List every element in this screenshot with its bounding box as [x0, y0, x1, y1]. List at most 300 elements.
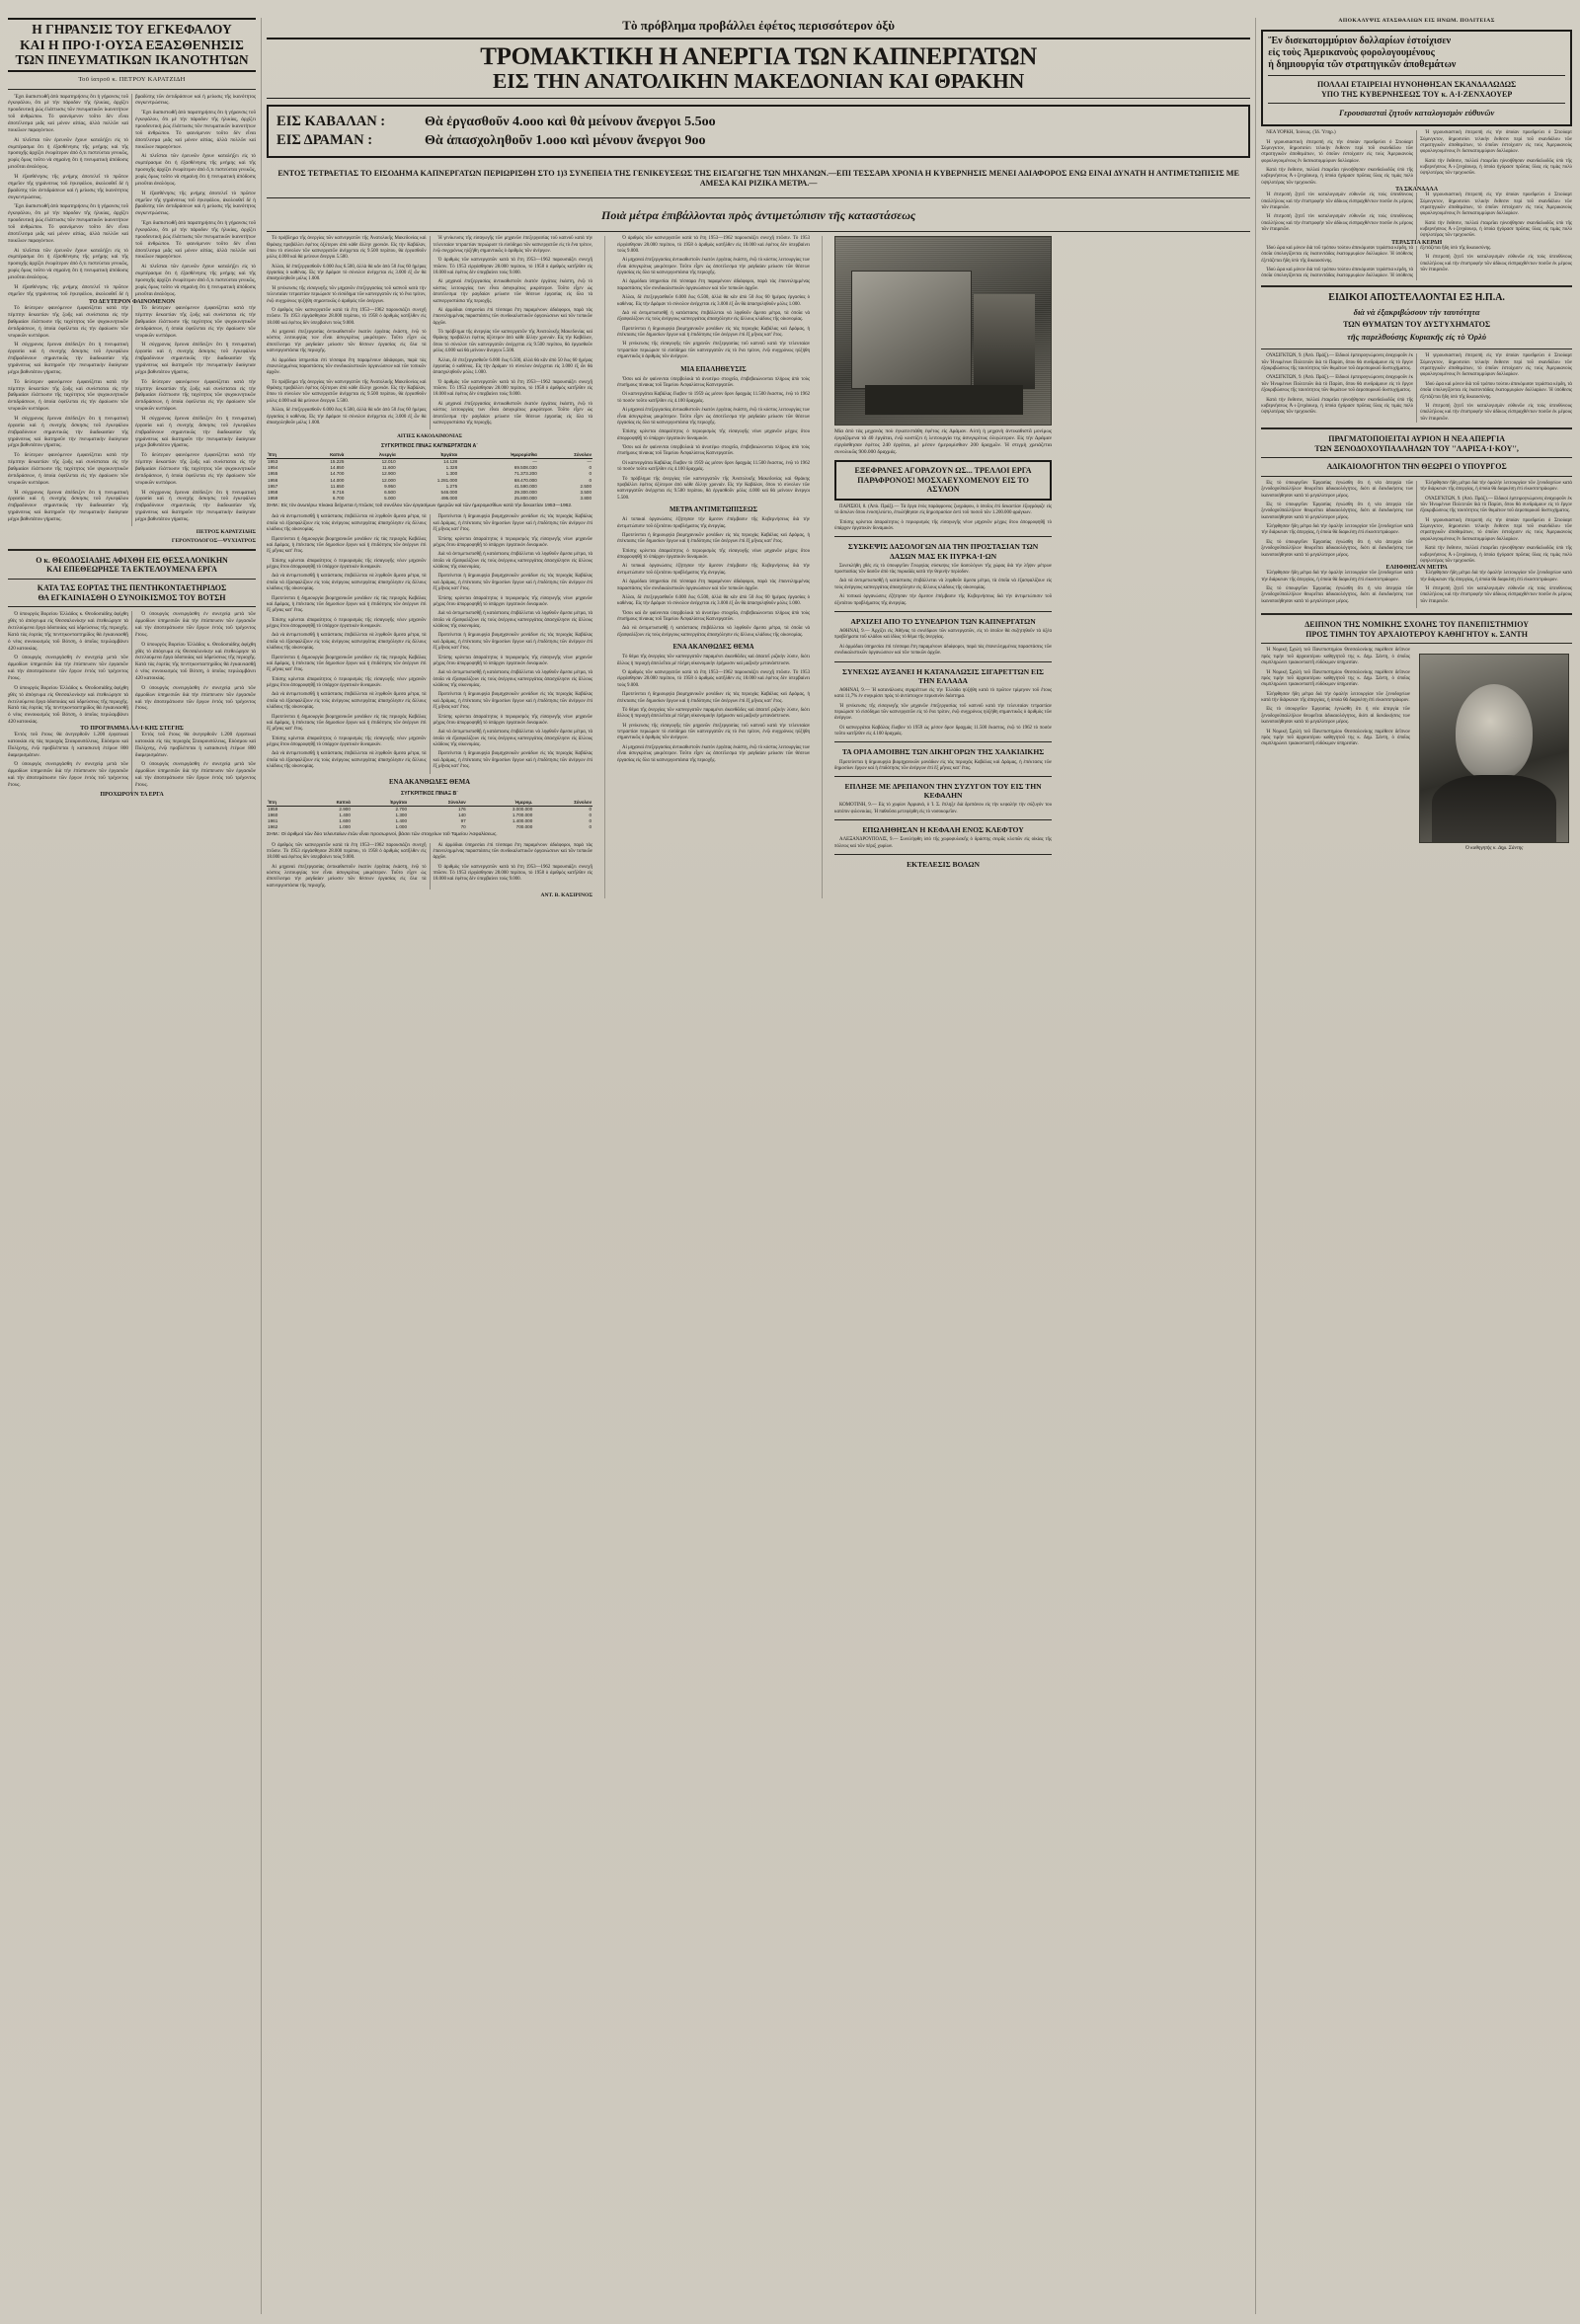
t1-r5c5: 3.500: [580, 489, 592, 495]
t1-r3c3: 1.281.000: [436, 477, 458, 483]
t2-h3: Σύνολον: [408, 800, 467, 806]
mid-head-4: ΕΝΑ ΑΚΑΝΘΩΔΕΣ ΘΕΜΑ: [672, 644, 754, 652]
t2-r3c2: 1.000: [395, 824, 408, 830]
center-mid-3: Αἱ ἁρμόδιαι ὑπηρεσίαι ἐπὶ τέσσαρα ἔτη παραμένουν ἀδιάφοροι, παρὰ τὰς ἐπανειλημμένας παραστάσεις τῶν συνδικαλιστικῶν ὀργανώσεων καὶ τῶν τοπικῶν ἀρχῶν.: [617, 279, 811, 291]
t2-r2c5: 0: [589, 817, 592, 823]
left-column: [8, 18, 256, 2314]
t1-r2c3: 1.300: [445, 471, 458, 477]
congress-box-body: ΑΘΗΝΑΙ, 9.— Ἀρχίζει εἰς Ἀθήνας τὸ συνέδριον τῶν καπνεργατῶν, εἰς τὸ ὁποῖον θὰ συζητηθοῦν τὰ ὀξέα προβλήματα τοῦ κλάδου καὶ ἰδίως τὸ θέμα τῆς ἀνεργίας.: [834, 629, 1053, 641]
center-c-13: Διὰ νὰ ἀντιμετωπισθῇ ἡ κατάστασις ἐπιβάλλεται νὰ ληφθοῦν ἄμεσα μέτρα, τὰ ὁποῖα νὰ ἐξασφαλίζουν εἰς τοὺς ἀνέργους καπνεργάτας ἀπασχόλησιν εἰς ἄλλους κλάδους τῆς οἰκονομίας.: [267, 751, 427, 770]
left-para-d5: Τὸ δεύτερον φαινόμενον ἐμφανίζεται κατὰ τὴν πέμπτην δεκαετίαν τῆς ζωῆς καὶ συνίσταται εἰς τὴν βαθμιαίαν ἐλάττωσιν τῆς ταχύτητος τῶν ψυχοκινητικῶν ἀντιδράσεων, ἡ ὁποία ὀφείλεται εἰς τὴν ἀραίωσιν τῶν νευρικῶν κυττάρων.: [135, 378, 257, 413]
t2-h4: Ἡμερομ.: [467, 800, 534, 806]
t1-r0c0: 1953: [268, 459, 278, 465]
t1-r6c2: 5.000: [384, 495, 396, 501]
center-c-11: Προτείνεται ἡ δημιουργία βιομηχανικῶν μονάδων εἰς τὰς περιοχὰς Καβάλας καὶ Δράμας, ἡ ἐπέκτασις τῶν δημοσίων ἔργων καὶ ἡ ἐπιδότησις τῶν ἀνέργων ἐπὶ ἓξ μῆνας κατ' ἔτος.: [267, 714, 427, 733]
t1-h2: Ἀνεργία: [345, 452, 396, 458]
right-p2b: Κατὰ τὴν ἔκθεσιν, πολλαὶ ἑταιρεῖαι ηὐνοήθησαν σκανδαλωδῶς ὑπὸ τῆς κυβερνήσεως Ἀ·ι·ζενχάουερ, ἡ ὁποία ἠγόρασε πρῶτας ὕλας εἰς τιμὰς πολὺ ὑψηλοτέρας τῶν τρεχουσῶν.: [1420, 158, 1572, 177]
column-divider-center-2: [822, 236, 823, 898]
left-para-c2: Ἡ ἐξασθένησις τῆς μνήμης ἀποτελεῖ τὸ πρῶτον σημεῖον τῆς γηράνσεως τοῦ ἐγκεφάλου, ἀκολουθεῖ δὲ ἡ βραδύτης τῶν ἀντιδράσεων καὶ ἡ μείωσις τῆς ἱκανότητος συγκεντρώσεως.: [8, 93, 257, 297]
right-head-3: ἡ δημιουργία τῶν στρατηγικῶν ἀποθεμάτων: [1268, 59, 1457, 70]
t1-r6c5: 3.800: [580, 495, 592, 501]
center-mid-text-4: [617, 655, 810, 764]
center-c-12: Ἐπίσης κρίνεται ἀπαραίτητος ὁ περιορισμὸς τῆς εἰσαγωγῆς νέων μηχανῶν μέχρις ὅτου ἀπορροφηθῇ τὸ ὑπάρχον ἐργατικὸν δυναμικόν.: [267, 736, 427, 748]
right-head-1: Ἕν δισεκατομμύριον δολλαρίων ἐστοίχισεν: [1268, 36, 1452, 46]
center-c-16: Διὰ νὰ ἀντιμετωπισθῇ ἡ κατάστασις ἐπιβάλλεται νὰ ληφθοῦν ἄμεσα μέτρα, τὰ ὁποῖα νὰ ἐξασφαλίζουν εἰς τοὺς ἀνέργους καπνεργάτας ἀπασχόλησιν εἰς ἄλλους κλάδους τῆς οἰκονομίας.: [433, 552, 593, 571]
center-c-8: Προτείνεται ἡ δημιουργία βιομηχανικῶν μονάδων εἰς τὰς περιοχὰς Καβάλας καὶ Δράμας, ἡ ἐπέκτασις τῶν δημοσίων ἔργων καὶ ἡ ἐπιδότησις τῶν ἀνέργων ἐπὶ ἓξ μῆνας κατ' ἔτος.: [267, 655, 427, 673]
t1-r4c2: 9.950: [384, 483, 396, 489]
t1-r1c4: 69.508.030: [514, 465, 537, 471]
left-signature: ΠΕΤΡΟΣ ΚΑΡΑΤΖΙΔΗΣ: [196, 528, 257, 535]
left-box3-para-4: Ὁ ὑπουργὸς συνειργάσθη ἐν συνεχείᾳ μετὰ τῶν ἁρμοδίων ὑπηρεσιῶν διὰ τὴν ἐπίσπευσιν τῶν ἐργασιῶν καὶ τὴν ἀποπεράτωσιν τῶν ἔργων ἐντὸς τοῦ τρέχοντος ἔτους.: [135, 761, 257, 789]
table-row: [267, 459, 592, 466]
t1-r1c1: 14.850: [330, 465, 345, 471]
center-mid-17: Ἐπίσης κρίνεται ἀπαραίτητος ὁ περιορισμὸς τῆς εἰσαγωγῆς νέων μηχανῶν μέχρις ὅτου ἀπορροφηθῇ τὸ ὑπάρχον ἐργατικὸν δυναμικόν.: [617, 548, 811, 561]
center-mid-8: Ὅσοι καὶ ἂν φαίνονται ὑπερβολικὰ τὰ ἀνωτέρω στοιχεῖα, ἐπιβεβαιώνονται πλήρως ἀπὸ τοὺς ἐπισήμους πίνακας τοῦ Ταμείου Ἀσφαλίσεως Καπνεργατῶν.: [617, 376, 811, 389]
table-2-title: ΣΥΓΚΡΙΤΙΚΟΣ ΠΙΝΑΞ Β΄: [401, 790, 459, 797]
right-body-1: [1261, 130, 1572, 187]
right-top-rail: ΑΠΟΚΑΛΥΨΙΣ ΑΤΑΣΘΑΛΙΩΝ ΕΙΣ ΗΝΩΜ. ΠΟΛΙΤΕΙΑΣ: [1338, 18, 1495, 24]
causes-head: ΑΙΤΙΕΣ ΚΑΚΟΔΑΙΜΟΝΙΑΣ: [397, 433, 462, 440]
right-p8c: Ἡ Νομικὴ Σχολὴ τοῦ Πανεπιστημίου Θεσσαλονίκης παρέθεσε δεῖπνον πρὸς τιμὴν τοῦ ἀρχαιοτέρου καθηγητοῦ της κ. Δημ. Σάντη, ὁ ὁποῖος συμπληρώνει τριακονταετῆ εὐδόκιμον ὑπηρεσίαν.: [1261, 729, 1410, 747]
center-a-8: Ἀλλαι, δὲ ἐπεξεργασθοῦν 6.000 ἕως 6.500, ἀλλὰ θὰ κἄν ἀπὸ 50 ἕως 60 ἡμέρας ἐργασίας ὁ καθένας. Εἰς τὴν Δράμαν τὸ σύνολον ἀνέρχεται εἰς 3.000 ἐξ ὧν θὰ ἀπασχοληθοῦν μόλις 1.000.: [433, 357, 593, 376]
page-columns: [8, 18, 1572, 2314]
center-c-6: Ἐπίσης κρίνεται ἀπαραίτητος ὁ περιορισμὸς τῆς εἰσαγωγῆς νέων μηχανῶν μέχρις ὅτου ἀπορροφηθῇ τὸ ὑπάρχον ἐργατικὸν δυναμικόν.: [267, 617, 427, 630]
center-mid-23: Τὸ θέμα τῆς ἀνεργίας τῶν καπνεργατῶν παραμένει ἀκανθῶδες καὶ ἀπαιτεῖ ριζικὴν λύσιν, διότι ἄλλως ἡ περιοχὴ ἀπειλεῖται μὲ πλήρη οἰκονομικὴν ἐρήμωσιν καὶ μαζικὴν μετανάστευσιν.: [617, 655, 811, 666]
right-p5c: ΟΥΑΣΙΓΚΤΩΝ, 9. (Ἀπὸ. Πράξ).— Εἰδικοὶ ἐμπειρογνώμονες ἀναχωροῦν ἐκ τῶν Ἡνωμένων Πολιτειῶν διὰ τὸ Παρίσι, ὅπου θὰ συνδράμουν εἰς τὸ ἔργον ἐξακριβώσεως τῆς ταυτότητος τῶν θυμάτων τοῦ ἀεροπορικοῦ δυστυχήματος.: [1420, 496, 1572, 514]
left-box2-para-6: Ὁ ὑπουργὸς συνειργάσθη ἐν συνεχείᾳ μετὰ τῶν ἁρμοδίων ὑπηρεσιῶν διὰ τὴν ἐπίσπευσιν τῶν ἐργασιῶν καὶ τὴν ἀποπεράτωσιν τῶν ἔργων ἐντὸς τοῦ τρέχοντος ἔτους.: [135, 684, 257, 712]
t1-r4c3: 1.275: [445, 483, 458, 489]
right-p4: Ἰδοὺ ὥρα καὶ μόνον διὰ τοῦ τρόπου τούτου ἀπεκόμισαν τεράστια κέρδη, τὰ ὁποῖα ὑπολογίζονται εἰς ἑκατοντάδας ἑκατομμυρίων δολλαρίων. Ἡ ὑπόθεσις ἐξετάζεται ἤδη ὑπὸ τῆς δικαιοσύνης.: [1261, 245, 1414, 264]
right-p7e: Ἐλήφθησαν ἤδη μέτρα διὰ τὴν ὁμαλὴν λειτουργίαν τῶν ξενοδοχείων κατὰ τὴν διάρκειαν τῆς ἀπεργίας, ἡ ὁποία θὰ διαρκέσῃ ἐπὶ εἰκοσιτετράωρον.: [1261, 691, 1410, 703]
center-subhead: Ποιὰ μέτρα ἐπιβάλλονται πρὸς ἀντιμετώπισιν τῆς καταστάσεως: [601, 208, 916, 223]
t1-r5c0: 1958: [268, 489, 278, 495]
left-box2-para-1: Ὁ ὑπουργὸς Βορείου Ἑλλάδος κ. Θεοδοσιάδης ἀφίχθη χθὲς τὸ ἀπόγευμα εἰς Θεσσαλονίκην καὶ ἐπεθεώρησε τὰ ἐκτελούμενα ἔργα ὁδοποιίας καὶ ὑδρεύσεως τῆς περιοχῆς. Κατὰ τὰς ἑορτὰς τῆς πεντηκονταετηρίδος θὰ ἐγκαινιασθῇ ὁ νέος συνοικισμὸς τοῦ Βότση, ὁ ὁποῖος περιλαμβάνει 420 κατοικίας.: [8, 611, 129, 652]
center-lead-paragraph: ΕΝΤΟΣ ΤΕΤΡΑΕΤΙΑΣ ΤΟ ΕΙΣΟΔΗΜΑ ΚΑΠΝΕΡΓΑΤΩΝ ΠΕΡΙΩΡΙΣΘΗ ΣΤΟ 1)3 ΣΥΝΕΠΕΙΑ ΤΗΣ ΓΕΝΙΚΕΥΣΕΩΣ ΤΗΣ ΕΙΣΑΓΩΓΗΣ ΤΩΝ ΜΗΧΑΝΩΝ.—ΕΠΙ ΤΕΣΣΑΡΑ ΧΡΟΝΙΑ Η ΚΥΒΕΡΝΗΣΙΣ ΜΕΝΕΙ ΑΔΙΑΦΟΡΟΣ ΕΝΩ ΕΙΝΑΙ ΔΥΝΑΤΗ Η ΑΝΤΙΜΕΤΩΠΙΣΙΣ ΜΕ ΑΜΕΣΑ ΚΑΙ ΡΙΖΙΚΑ ΜΕΤΡΑ.—: [277, 168, 1239, 188]
t1-r3c2: 12.000: [381, 477, 396, 483]
t1-r4c5: 2.500: [580, 483, 592, 489]
left-box2-para-4: Ὁ ὑπουργὸς συνειργάσθη ἐν συνεχείᾳ μετὰ τῶν ἁρμοδίων ὑπηρεσιῶν διὰ τὴν ἐπίσπευσιν τῶν ἐργασιῶν καὶ τὴν ἀποπεράτωσιν τῶν ἔργων ἐντὸς τοῦ τρέχοντος ἔτους.: [135, 611, 257, 638]
t1-r1c3: 1.328: [445, 465, 458, 471]
center-mid-24: Ὁ ἀριθμὸς τῶν καπνεργατῶν κατὰ τὰ ἔτη 1953—1962 παρουσιάζει συνεχῆ πτῶσιν. Τὸ 1953 εἰργάσθησαν 28.000 περίπου, τὸ 1958 ὁ ἀριθμὸς κατῆλθεν εἰς 18.000 καὶ ἐφέτος δὲν ὑπερβαίνει τοὺς 9.000.: [617, 670, 811, 688]
lawyers-box-body: Προτείνεται ἡ δημιουργία βιομηχανικῶν μονάδων εἰς τὰς περιοχὰς Καβάλας καὶ Δράμας, ἡ ἐπέκτασις τῶν δημοσίων ἔργων καὶ ἡ ἐπιδότησις τῶν ἀνέργων ἐπὶ ἓξ μῆνας κατ' ἔτος.: [834, 759, 1053, 771]
center-mid-20: Ἀλλαι, δὲ ἐπεξεργασθοῦν 6.000 ἕως 6.500, ἀλλὰ θὰ κἄν ἀπὸ 50 ἕως 60 ἡμέρας ἐργασίας ὁ καθένας. Εἰς τὴν Δράμαν τὸ σύνολον ἀνέρχεται εἰς 3.000 ἐξ ὧν θὰ ἀπασχοληθοῦν μόλις 1.000.: [617, 594, 811, 607]
left-para-a2: Ἔχει διαπιστωθῆ ἀπὸ παρατηρήσεις ὅτι ἡ γήρανσις τοῦ ἐγκεφάλου, ὅτι μὲ τὴν πάροδον τῆς ἡλικίας, ἀρχίζει προοδευτικὴ ῥώς ἐλάττωσις τῶν πνευματικῶν ἱκανοτήτων τοῦ ἀνθρώπου. Τὸ φαινόμενον τοῦτο δὲν εἶναι ἀποτέλεσμα μιᾶς καὶ μόνον αἰτίας, ἀλλὰ πολλῶν καὶ ποικίλων παραγόντων.: [8, 203, 129, 244]
t1-r1c0: 1954: [268, 465, 278, 471]
right-head-5: ΥΠΟ ΤΗΣ ΚΥΒΕΡΝΗΣΕΩΣ ΤΟΥ κ. Α·Ι·ΖΕΝΧΑΟΥΕΡ: [1320, 89, 1513, 99]
left-para-d4: Τὸ δεύτερον φαινόμενον ἐμφανίζεται κατὰ τὴν πέμπτην δεκαετίαν τῆς ζωῆς καὶ συνίσταται εἰς τὴν βαθμιαίαν ἐλάττωσιν τῆς ταχύτητος τῶν ψυχοκινητικῶν ἀντιδράσεων, ἡ ὁποία ὀφείλεται εἰς τὴν ἀραίωσιν τῶν νευρικῶν κυττάρων.: [135, 305, 257, 339]
center-mid-13: Οἱ καπνεργάται Καβάλας ἔλαβον τὸ 1959 ὡς μέσον ὅρον δραχμὰς 11.500 ἕκαστος, ἐνῷ τὸ 1962 τὸ ποσὸν τοῦτο κατῆλθεν εἰς 4.100 δραχμάς.: [617, 460, 811, 473]
left-para-d3: Τὸ δεύτερον φαινόμενον ἐμφανίζεται κατὰ τὴν πέμπτην δεκαετίαν τῆς ζωῆς καὶ συνίσταται εἰς τὴν βαθμιαίαν ἐλάττωσιν τῆς ταχύτητος τῶν ψυχοκινητικῶν ἀντιδράσεων, ἡ ὁποία ὀφείλεται εἰς τὴν ἀραίωσιν τῶν νευρικῶν κυττάρων.: [8, 452, 129, 486]
center-col-after-table: [267, 514, 592, 773]
right-p3d: Ἡ ἐπιτροπὴ ζητεῖ τὸν καταλογισμὸν εὐθυνῶν εἰς τοὺς ὑπευθύνους ὑπαλλήλους καὶ τὴν ἐπιστροφὴν τῶν ἀδίκως εἰσπραχθέντων ποσῶν ἐκ μέρους τῶν ἑταιρειῶν.: [1420, 403, 1572, 422]
left-article-header: [8, 18, 256, 72]
asylum-box-body-2: Ἐπίσης κρίνεται ἀπαραίτητος ὁ περιορισμὸς τῆς εἰσαγωγῆς νέων μηχανῶν μέχρις ὅτου ἀπορροφηθῇ τὸ ὑπάρχον ἐργατικὸν δυναμικόν.: [834, 519, 1053, 532]
center-a-4: Τὸ πρόβλημα τῆς ἀνεργίας τῶν καπνεργατῶν τῆς Ἀνατολικῆς Μακεδονίας καὶ Θράκης προβάλλει ἐφέτος ὀξύτερον ἀπὸ κάθε ἄλλην χρονιάν. Εἰς τὴν Καβάλαν, ὅπου τὸ σύνολον τῶν καπνεργατῶν ἀνέρχεται εἰς 9.500 περίπου, θὰ ἐργασθοῦν μόλις 4.000 καὶ θὰ μείνουν ἄνεργοι 5.500.: [267, 379, 427, 404]
t2-h1: Καπνὰ: [303, 800, 352, 806]
asylum-box-body: ΠΑΡΙΣΙΟΙ, 8. (Ἀπὸ. Πράξ).— Τὰ ἔργα ἑνὸς παράφρονος ζωγράφου, ὁ ὁποῖος ἐπὶ δεκαετίαν ἐζωγράφιζε εἰς τὸ ἄσυλον ὅπου ἐνοσηλεύετο, ἐπωλήθησαν εἰς δημοπρασίαν ἀντὶ τοῦ ποσοῦ τῶν 1.200.000 φράγκων.: [834, 504, 1053, 516]
lawyers-box-body-wrap: [834, 760, 1052, 773]
right-p4c: Ἰδοὺ ὥρα καὶ μόνον διὰ τοῦ τρόπου τούτου ἀπεκόμισαν τεράστια κέρδη, τὰ ὁποῖα ὑπολογίζονται εἰς ἑκατοντάδας ἑκατομμυρίων δολλαρίων. Ἡ ὑπόθεσις ἐξετάζεται ἤδη ὑπὸ τῆς δικαιοσύνης.: [1420, 381, 1572, 400]
center-mid-21: Ὅσοι καὶ ἂν φαίνονται ὑπερβολικὰ τὰ ἀνωτέρω στοιχεῖα, ἐπιβεβαιώνονται πλήρως ἀπὸ τοὺς ἐπισήμους πίνακας τοῦ Ταμείου Ἀσφαλίσεως Καπνεργατῶν.: [617, 610, 811, 623]
center-a-2: Ἀλλαι, δὲ ἐπεξεργασθοῦν 6.000 ἕως 6.500, ἀλλὰ θὰ κἄν ἀπὸ 50 ἕως 60 ἡμέρας ἐργασίας ὁ καθένας. Εἰς τὴν Δράμαν τὸ σύνολον ἀνέρχεται εἰς 3.000 ἐξ ὧν θὰ ἀπασχοληθοῦν μόλις 1.000.: [267, 264, 427, 282]
right-p6b: Εἰς τὸ ὑπουργεῖον Ἐργασίας ἐγνώσθη ὅτι ἡ νέα ἀπεργία τῶν ξενοδοχοϋπαλλήλων θεωρεῖται ἀδικαιολόγητος, διότι αἱ διεκδικήσεις των ἱκανοποιήθησαν κατὰ τὸ μεγαλύτερον μέρος.: [1261, 502, 1414, 520]
left-box2-head-3: ΚΑΤΑ ΤΑΣ ΕΟΡΤΑΣ ΤΗΣ ΠΕΝΤΗΚΟΝΤΑΕΤΗΡΙΔΟΣ: [37, 583, 227, 593]
center-a-6: Ἡ γενίκευσις τῆς εἰσαγωγῆς τῶν μηχανῶν ἐπεξεργασίας τοῦ καπνοῦ κατὰ τὴν τελευταίαν τετραετίαν περιώρισε τὸ εἰσόδημα τῶν καπνεργατῶν εἰς τὸ ἕνα τρίτον, ἐνῷ συγχρόνως ηὐξήθη σημαντικῶς ὁ ἀριθμὸς τῶν ἀνέργων.: [433, 236, 593, 254]
left-signature-sub: ΓΕΡΟΝΤΟΛΟΓΟΣ—ΨΥΧΙΑΤΡΟΣ: [171, 537, 257, 544]
center-mid-9: Οἱ καπνεργάται Καβάλας ἔλαβον τὸ 1959 ὡς μέσον ὅρον δραχμὰς 11.500 ἕκαστος, ἐνῷ τὸ 1962 τὸ ποσὸν τοῦτο κατῆλθεν εἰς 4.100 δραχμάς.: [617, 392, 811, 404]
t2-r1c2: 1.300: [395, 812, 408, 817]
congress-box-body-wrap: [834, 629, 1052, 658]
right-p7b: Ἐλήφθησαν ἤδη μέτρα διὰ τὴν ὁμαλὴν λειτουργίαν τῶν ξενοδοχείων κατὰ τὴν διάρκειαν τῆς ἀπεργίας, ἡ ὁποία θὰ διαρκέσῃ ἐπὶ εἰκοσιτετράωρον.: [1420, 480, 1572, 493]
center-figures-box: [267, 105, 1250, 158]
left-box2-body: [8, 611, 256, 726]
center-mid-12: Ὅσοι καὶ ἂν φαίνονται ὑπερβολικὰ τὰ ἀνωτέρω στοιχεῖα, ἐπιβεβαιώνονται πλήρως ἀπὸ τοὺς ἐπισήμους πίνακας τοῦ Ταμείου Ἀσφαλίσεως Καπνεργατῶν.: [617, 445, 811, 457]
congress-box-head: ΑΡΧΙΖΕΙ ΑΠΟ ΤΟ ΣΥΝΕΔΡΙΟΝ ΤΩΝ ΚΑΠΝΕΡΓΑΤΩΝ: [850, 616, 1036, 626]
center-mid-text-2: [617, 377, 810, 502]
right-p6d: Εἰς τὸ ὑπουργεῖον Ἐργασίας ἐγνώσθη ὅτι ἡ νέα ἀπεργία τῶν ξενοδοχοϋπαλλήλων θεωρεῖται ἀδικαιολόγητος, διότι αἱ διεκδικήσεις των ἱκανοποιήθησαν κατὰ τὸ μεγαλύτερον μέρος.: [1261, 586, 1414, 604]
center-mid-2: Αἱ μηχαναὶ ἐπεξεργασίας ἀντικαθιστοῦν ἑκατὸν ἐργάτας ἑκάστη, ἐνῷ τὸ κόστος λειτουργίας των εἶναι ἀσυγκρίτως μικρότερον. Τοῦτο εἶχεν ὡς ἀποτέλεσμα τὴν ραγδαίαν μείωσιν τῶν θέσεων ἐργασίας εἰς ὅλα τὰ καπνεργοστάσια τῆς περιοχῆς.: [617, 258, 811, 276]
right-body-3: [1261, 246, 1572, 280]
t2-r0c0: 1959: [268, 806, 278, 812]
city-value-drama: Θὰ ἀπασχοληθοῦν 1.οοο καὶ μένουν ἄνεργοι 9οο: [425, 132, 706, 148]
left-body-mid: [8, 305, 256, 526]
center-title-line-2: ΕΙΣ ΤΗΝ ΑΝΑΤΟΛΙΚΗΝ ΜΑΚΕΔΟΝΙΑΝ ΚΑΙ ΘΡΑΚΗΝ: [492, 69, 1025, 93]
center-mid-16: Προτείνεται ἡ δημιουργία βιομηχανικῶν μονάδων εἰς τὰς περιοχὰς Καβάλας καὶ Δράμας, ἡ ἐπέκτασις τῶν δημοσίων ἔργων καὶ ἡ ἐπιδότησις τῶν ἀνέργων ἐπὶ ἓξ μῆνας κατ' ἔτος.: [617, 532, 811, 545]
forest-box-head: ΣΥΣΚΕΨΙΣ ΔΑΣΟΛΟΓΩΝ ΔΙΑ ΤΗΝ ΠΡΟΣΤΑΣΙΑΝ ΤΩΝ ΔΑΣΩΝ ΜΑΣ ΕΚ ΠΥΡΚΑ·Ι·ΩΝ: [847, 542, 1039, 561]
table-1: [267, 443, 592, 509]
t1-r6c0: 1959: [268, 495, 278, 501]
right-p3c: Ἡ ἐπιτροπὴ ζητεῖ τὸν καταλογισμὸν εὐθυνῶν εἰς τοὺς ὑπευθύνους ὑπαλλήλους καὶ τὴν ἐπιστροφὴν τῶν ἀδίκως εἰσπραχθέντων ποσῶν ἐκ μέρους τῶν ἑταιρειῶν.: [1420, 255, 1572, 272]
center-mid-text-3: [617, 517, 810, 639]
center-b-1: Ὁ ἀριθμὸς τῶν καπνεργατῶν κατὰ τὰ ἔτη 1953—1962 παρουσιάζει συνεχῆ πτῶσιν. Τὸ 1953 εἰργάσθησαν 28.000 περίπου, τὸ 1958 ὁ ἀριθμὸς κατῆλθεν εἰς 18.000 καὶ ἐφέτος δὲν ὑπερβαίνει τοὺς 9.000.: [267, 307, 427, 326]
left-para-a4: Ἔχει διαπιστωθῆ ἀπὸ παρατηρήσεις ὅτι ἡ γήρανσις τοῦ ἐγκεφάλου, ὅτι μὲ τὴν πάροδον τῆς ἡλικίας, ἀρχίζει προοδευτικὴ ῥώς ἐλάττωσις τῶν πνευματικῶν ἱκανοτήτων τοῦ ἀνθρώπου. Τὸ φαινόμενον τοῦτο δὲν εἶναι ἀποτέλεσμα μιᾶς καὶ μόνον αἰτίας, ἀλλὰ πολλῶν καὶ ποικίλων παραγόντων.: [135, 220, 257, 261]
left-para-e5: Ἡ σύγχρονος ἔρευνα ἀπέδειξεν ὅτι ἡ πνευματικὴ ἐργασία καὶ ἡ συνεχὴς ἄσκησις τοῦ ἐγκεφάλου ἐπιβραδύνουν σημαντικῶς τὴν διαδικασίαν τῆς γηράνσεως καὶ διατηροῦν τὴν πνευματικὴν διαύγειαν μέχρι βαθυτάτου γήρατος.: [135, 416, 257, 449]
t2-r0c2: 2.700: [395, 806, 408, 812]
t1-r0c3: 14.128: [443, 459, 458, 465]
center-c-4: Διὰ νὰ ἀντιμετωπισθῇ ἡ κατάστασις ἐπιβάλλεται νὰ ληφθοῦν ἄμεσα μέτρα, τὰ ὁποῖα νὰ ἐξασφαλίζουν εἰς τοὺς ἀνέργους καπνεργάτας ἀπασχόλησιν εἰς ἄλλους κλάδους τῆς οἰκονομίας.: [267, 574, 427, 592]
city-value-kavala: Θὰ ἐργασθοῦν 4.οοο καὶ θὰ μείνουν ἄνεργοι 5.5οο: [425, 114, 716, 129]
right-sub-1: ΤΑ ΣΚΑΝΔΑΛΑ: [1395, 187, 1439, 194]
t2-r0c5: 0: [589, 806, 592, 812]
t1-r5c4: 29.300.000: [514, 489, 537, 495]
center-kicker: Τὸ πρόβλημα προβάλλει ἐφέτος περισσότερον ὀξὺ: [622, 18, 895, 33]
city-label-kavala: ΕΙΣ ΚΑΒΑΛΑΝ :: [276, 113, 386, 129]
center-a-3: Ἡ γενίκευσις τῆς εἰσαγωγῆς τῶν μηχανῶν ἐπεξεργασίας τοῦ καπνοῦ κατὰ τὴν τελευταίαν τετραετίαν περιώρισε τὸ εἰσόδημα τῶν καπνεργατῶν εἰς τὸ ἕνα τρίτον, ἐνῷ συγχρόνως ηὐξήθη σημαντικῶς ὁ ἀριθμὸς τῶν ἀνέργων.: [267, 285, 427, 304]
left-para-c3: Ἡ ἐξασθένησις τῆς μνήμης ἀποτελεῖ τὸ πρῶτον σημεῖον τῆς γηράνσεως τοῦ ἐγκεφάλου, ἀκολουθεῖ δὲ ἡ βραδύτης τῶν ἀντιδράσεων καὶ ἡ μείωσις τῆς ἱκανότητος συγκεντρώσεως.: [135, 190, 257, 217]
right-dateline: ΝΕΑ ΥΟΡΚΗ, Ἰούνιος. (Ἰδ. Ὑπηρ.): [1266, 130, 1336, 136]
right-body-5: [1261, 481, 1572, 566]
center-c-14: Προτείνεται ἡ δημιουργία βιομηχανικῶν μονάδων εἰς τὰς περιοχὰς Καβάλας καὶ Δράμας, ἡ ἐπέκτασις τῶν δημοσίων ἔργων καὶ ἡ ἐπιδότησις τῶν ἀνέργων ἐπὶ ἓξ μῆνας κατ' ἔτος.: [433, 514, 593, 533]
right-p4b: Ἰδοὺ ὥρα καὶ μόνον διὰ τοῦ τρόπου τούτου ἀπεκόμισαν τεράστια κέρδη, τὰ ὁποῖα ὑπολογίζονται εἰς ἑκατοντάδας ἑκατομμυρίων δολλαρίων. Ἡ ὑπόθεσις ἐξετάζεται ἤδη ὑπὸ τῆς δικαιοσύνης.: [1261, 245, 1492, 279]
center-mid-5: Διὰ νὰ ἀντιμετωπισθῇ ἡ κατάστασις ἐπιβάλλεται νὰ ληφθοῦν ἄμεσα μέτρα, τὰ ὁποῖα νὰ ἐξασφαλίζουν εἰς τοὺς ἀνέργους καπνεργάτας ἀπασχόλησιν εἰς ἄλλους κλάδους τῆς οἰκονομίας.: [617, 310, 811, 323]
t2-r1c0: 1960: [268, 812, 278, 817]
left-subhead-1: ΤΟ ΔΕΥΤΕΡΟΝ ΦΑΙΝΟΜΕΝΟΝ: [88, 299, 176, 306]
right-head-11: ΠΡΑΓΜΑΤΟΠΟΙΕΙΤΑΙ ΑΥΡΙΟΝ Η ΝΕΑ ΑΠΕΡΓΙΑ: [1328, 434, 1505, 444]
center-c-3: Ἐπίσης κρίνεται ἀπαραίτητος ὁ περιορισμὸς τῆς εἰσαγωγῆς νέων μηχανῶν μέχρις ὅτου ἀπορροφηθῇ τὸ ὑπάρχον ἐργατικὸν δυναμικόν.: [267, 558, 427, 571]
t1-r2c2: 12.900: [381, 471, 396, 477]
t1-r1c5: 0: [589, 465, 592, 471]
right-body-7: [1261, 648, 1410, 747]
left-para-e6: Ἡ σύγχρονος ἔρευνα ἀπέδειξεν ὅτι ἡ πνευματικὴ ἐργασία καὶ ἡ συνεχὴς ἄσκησις τοῦ ἐγκεφάλου ἐπιβραδύνουν σημαντικῶς τὴν διαδικασίαν τῆς γηράνσεως καὶ διατηροῦν τὴν πνευματικὴν διαύγειαν μέχρι βαθυτάτου γήρατος.: [135, 489, 257, 523]
right-head-14: ΕΛΗΦΘΗΣΑΝ ΜΕΤΡΑ: [1385, 565, 1448, 572]
column-divider-1: [261, 18, 262, 2314]
cigarette-box-body-3: Οἱ καπνεργάται Καβάλας ἔλαβον τὸ 1959 ὡς μέσον ὅρον δραχμὰς 11.500 ἕκαστος, ἐνῷ τὸ 1962 τὸ ποσὸν τοῦτο κατῆλθεν εἰς 4.100 δραχμάς.: [834, 725, 1053, 737]
machine-photo: [834, 236, 1052, 426]
sickle-box-body: ΚΟΜΟΤΙΝΗ, 9.— Εἰς τὸ χωρίον Ἀρριανά, ὁ Ἰ. Σ. ἔπληξε διὰ δρεπάνου εἰς τὴν κεφαλὴν τὴν σύζυγόν του κατόπιν φιλονικίας. Ἡ παθοῦσα μετεφέρθη εἰς τὸ νοσοκομεῖον.: [834, 803, 1053, 814]
right-head-6: Γερουσιασταὶ ζητοῦν καταλογισμὸν εὐθυνῶν: [1338, 108, 1495, 118]
right-p6c: Εἰς τὸ ὑπουργεῖον Ἐργασίας ἐγνώσθη ὅτι ἡ νέα ἀπεργία τῶν ξενοδοχοϋπαλλήλων θεωρεῖται ἀδικαιολόγητος, διότι αἱ διεκδικήσεις των ἱκανοποιήθησαν κατὰ τὸ μεγαλύτερον μέρος.: [1261, 539, 1414, 558]
center-c-10: Διὰ νὰ ἀντιμετωπισθῇ ἡ κατάστασις ἐπιβάλλεται νὰ ληφθοῦν ἄμεσα μέτρα, τὰ ὁποῖα νὰ ἐξασφαλίζουν εἰς τοὺς ἀνέργους καπνεργάτας ἀπασχόλησιν εἰς ἄλλους κλάδους τῆς οἰκονομίας.: [267, 692, 427, 711]
asylum-box-body-wrap: [834, 504, 1052, 533]
right-p7d: Ἐλήφθησαν ἤδη μέτρα διὰ τὴν ὁμαλὴν λειτουργίαν τῶν ξενοδοχείων κατὰ τὴν διάρκειαν τῆς ἀπεργίας, ἡ ὁποία θὰ διαρκέσῃ ἐπὶ εἰκοσιτετράωρον.: [1420, 571, 1572, 582]
center-mid-text-top: [617, 236, 810, 360]
center-c-20: Προτείνεται ἡ δημιουργία βιομηχανικῶν μονάδων εἰς τὰς περιοχὰς Καβάλας καὶ Δράμας, ἡ ἐπέκτασις τῶν δημοσίων ἔργων καὶ ἡ ἐπιδότησις τῶν ἀνέργων ἐπὶ ἓξ μῆνας κατ' ἔτος.: [433, 633, 593, 652]
center-b-6: Αἱ ἁρμόδιαι ὑπηρεσίαι ἐπὶ τέσσαρα ἔτη παραμένουν ἀδιάφοροι, παρὰ τὰς ἐπανειλημμένας παραστάσεις τῶν συνδικαλιστικῶν ὀργανώσεων καὶ τῶν τοπικῶν ἀρχῶν.: [433, 307, 593, 326]
left-box2-para-5: Ὁ ὑπουργὸς Βορείου Ἑλλάδος κ. Θεοδοσιάδης ἀφίχθη χθὲς τὸ ἀπόγευμα εἰς Θεσσαλονίκην καὶ ἐπεθεώρησε τὰ ἐκτελούμενα ἔργα ὁδοποιίας καὶ ὑδρεύσεως τῆς περιοχῆς. Κατὰ τὰς ἑορτὰς τῆς πεντηκονταετηρίδος θὰ ἐγκαινιασθῇ ὁ νέος συνοικισμὸς τοῦ Βότση, ὁ ὁποῖος περιλαμβάνει 420 κατοικίας.: [135, 641, 257, 681]
center-mid-19: Αἱ ἁρμόδιαι ὑπηρεσίαι ἐπὶ τέσσαρα ἔτη παραμένουν ἀδιάφοροι, παρὰ τὰς ἐπανειλημμένας παραστάσεις τῶν συνδικαλιστικῶν ὀργανώσεων καὶ τῶν τοπικῶν ἀρχῶν.: [617, 580, 811, 591]
center-mid-14: Τὸ πρόβλημα τῆς ἀνεργίας τῶν καπνεργατῶν τῆς Ἀνατολικῆς Μακεδονίας καὶ Θράκης προβάλλει ἐφέτος ὀξύτερον ἀπὸ κάθε ἄλλην χρονιάν. Εἰς τὴν Καβάλαν, ὅπου τὸ σύνολον τῶν καπνεργατῶν ἀνέρχεται εἰς 9.500 περίπου, θὰ ἐργασθοῦν μόλις 4.000 καὶ θὰ μείνουν ἄνεργοι 5.500.: [617, 476, 811, 501]
t2-r3c0: 1962: [268, 824, 278, 830]
center-mid-27: Ἡ γενίκευσις τῆς εἰσαγωγῆς τῶν μηχανῶν ἐπεξεργασίας τοῦ καπνοῦ κατὰ τὴν τελευταίαν τετραετίαν περιώρισε τὸ εἰσόδημα τῶν καπνεργατῶν εἰς τὸ ἕνα τρίτον, ἐνῷ συγχρόνως ηὐξήθη σημαντικῶς ὁ ἀριθμὸς τῶν ἀνέργων.: [617, 723, 811, 741]
right-p1d: Ἡ γερουσιαστικὴ ἐπιτροπὴ εἰς τὴν ὁποίαν προεδρεύει ὁ Στιούαρτ Σύμινγκτον, δημοσιεύει τελικὴν ἔκθεσιν περὶ τοῦ σκανδάλου τῶν στρατηγικῶν ἀποθεμάτων, τὸ ὁποῖον ἐστοίχισεν εἰς τοὺς Ἀμερικανοὺς φορολογουμένους ἓν δισεκατομμύριον δολλαρίων.: [1420, 353, 1572, 378]
right-p1e: Ἡ γερουσιαστικὴ ἐπιτροπὴ εἰς τὴν ὁποίαν προεδρεύει ὁ Στιούαρτ Σύμινγκτον, δημοσιεύει τελικὴν ἔκθεσιν περὶ τοῦ σκανδάλου τῶν στρατηγικῶν ἀποθεμάτων, τὸ ὁποῖον ἐστοίχισεν εἰς τοὺς Ἀμερικανοὺς φορολογουμένους ἓν δισεκατομμύριον δολλαρίων.: [1420, 517, 1572, 542]
center-mid-1: Ὁ ἀριθμὸς τῶν καπνεργατῶν κατὰ τὰ ἔτη 1953—1962 παρουσιάζει συνεχῆ πτῶσιν. Τὸ 1953 εἰργάσθησαν 28.000 περίπου, τὸ 1958 ὁ ἀριθμὸς κατῆλθεν εἰς 18.000 καὶ ἐφέτος δὲν ὑπερβαίνει τοὺς 9.000.: [617, 236, 811, 254]
left-head-line-3: ΤΩΝ ΠΝΕΥΜΑΤΙΚΩΝ ΙΚΑΝΟΤΗΤΩΝ: [15, 52, 249, 68]
paleographic-head: ΕΝΑ ΑΚΑΝΘΩΔΕΣ ΘΕΜΑ: [388, 778, 471, 786]
right-sub-2: ΤΕΡΑΣΤΙΑ ΚΕΡΔΗ: [1391, 239, 1443, 246]
center-column: [267, 18, 1250, 2314]
left-box3-foot: ΠΡΟΧΩΡΟΥΝ ΤΑ ΕΡΓΑ: [100, 791, 164, 798]
right-p1c: Ἡ γερουσιαστικὴ ἐπιτροπὴ εἰς τὴν ὁποίαν προεδρεύει ὁ Στιούαρτ Σύμινγκτον, δημοσιεύει τελικὴν ἔκθεσιν περὶ τοῦ σκανδάλου τῶν στρατηγικῶν ἀποθεμάτων, τὸ ὁποῖον ἐστοίχισεν εἰς τοὺς Ἀμερικανοὺς φορολογουμένους ἓν δισεκατομμύριον δολλαρίων.: [1420, 193, 1572, 217]
right-body-2: [1261, 193, 1572, 240]
center-c-5: Προτείνεται ἡ δημιουργία βιομηχανικῶν μονάδων εἰς τὰς περιοχὰς Καβάλας καὶ Δράμας, ἡ ἐπέκτασις τῶν δημοσίων ἔργων καὶ ἡ ἐπιδότησις τῶν ἀνέργων ἐπὶ ἓξ μῆνας κατ' ἔτος.: [267, 595, 427, 614]
center-mid-26: Τὸ θέμα τῆς ἀνεργίας τῶν καπνεργατῶν παραμένει ἀκανθῶδες καὶ ἀπαιτεῖ ριζικὴν λύσιν, διότι ἄλλως ἡ περιοχὴ ἀπειλεῖται μὲ πλήρη οἰκονομικὴν ἐρήμωσιν καὶ μαζικὴν μετανάστευσιν.: [617, 707, 811, 720]
right-p7c: Ἐλήφθησαν ἤδη μέτρα διὰ τὴν ὁμαλὴν λειτουργίαν τῶν ξενοδοχείων κατὰ τὴν διάρκειαν τῆς ἀπεργίας, ἡ ὁποία θὰ διαρκέσῃ ἐπὶ εἰκοσιτετράωρον.: [1261, 571, 1414, 582]
right-head-8: διὰ νὰ ἐξακριβώσουν τὴν ταυτότητα: [1353, 306, 1480, 317]
sickle-box-head: ΕΠΛΗΞΕ ΜΕ ΔΡΕΠΑΝΟΝ ΤΗΝ ΣΥΖΥΓΟΝ ΤΟΥ ΕΙΣ ΤΗΝ ΚΕΦΑΛΗΝ: [844, 782, 1042, 801]
thief-box-head: ΕΠΩΛΗΘΗΣΑΝ Η ΚΕΦΑΛΗ ΕΝΟΣ ΚΛΕΦΤΟΥ: [862, 825, 1024, 835]
t2-r2c0: 1961: [268, 817, 278, 823]
center-c-9: Ἐπίσης κρίνεται ἀπαραίτητος ὁ περιορισμὸς τῆς εἰσαγωγῆς νέων μηχανῶν μέχρις ὅτου ἀπορροφηθῇ τὸ ὑπάρχον ἐργατικὸν δυναμικόν.: [267, 676, 427, 689]
center-b-5: Αἱ μηχαναὶ ἐπεξεργασίας ἀντικαθιστοῦν ἑκατὸν ἐργάτας ἑκάστη, ἐνῷ τὸ κόστος λειτουργίας των εἶναι ἀσυγκρίτως μικρότερον. Τοῦτο εἶχεν ὡς ἀποτέλεσμα τὴν ραγδαίαν μείωσιν τῶν θέσεων ἐργασίας εἰς ὅλα τὰ καπνεργοστάσια τῆς περιοχῆς.: [433, 279, 593, 304]
t2-r3c4: 700.000: [515, 824, 533, 830]
left-para-b4: Αἱ πλεῖσται τῶν ἐρευνῶν ἔχουν καταλήξει εἰς τὸ συμπέρασμα ὅτι ἡ ἐξασθένησις τῆς μνήμης καὶ τῆς προσοχῆς ἀρχίζει ἐνωρίτερον ἀπὸ ὅ,τι πιστεύεται γενικῶς, χωρὶς ὅμως τοῦτο νὰ σημαίνῃ ὅτι ἡ πνευματικὴ ἀπόδοσις μειοῦται ἀναλόγως.: [135, 264, 257, 297]
t2-r2c2: 1.400: [395, 817, 408, 823]
right-p2c: Κατὰ τὴν ἔκθεσιν, πολλαὶ ἑταιρεῖαι ηὐνοήθησαν σκανδαλωδῶς ὑπὸ τῆς κυβερνήσεως Ἀ·ι·ζενχάουερ, ἡ ὁποία ἠγόρασε πρῶτας ὕλας εἰς τιμὰς πολὺ ὑψηλοτέρας τῶν τρεχουσῶν.: [1420, 220, 1572, 239]
left-para-b: Αἱ πλεῖσται τῶν ἐρευνῶν ἔχουν καταλήξει εἰς τὸ συμπέρασμα ὅτι ἡ ἐξασθένησις τῆς μνήμης καὶ τῆς προσοχῆς ἀρχίζει ἐνωρίτερον ἀπὸ ὅ,τι πιστεύεται γενικῶς, χωρὶς ὅμως τοῦτο νὰ σημαίνῃ ὅτι ἡ πνευματικὴ ἀπόδοσις μειοῦται ἀναλόγως.: [8, 136, 129, 171]
center-tail-2: Αἱ μηχαναὶ ἐπεξεργασίας ἀντικαθιστοῦν ἑκατὸν ἐργάτας ἑκάστη, ἐνῷ τὸ κόστος λειτουργίας των εἶναι ἀσυγκρίτως μικρότερον. Τοῦτο εἶχεν ὡς ἀποτέλεσμα τὴν ραγδαίαν μείωσιν τῶν θέσεων ἐργασίας εἰς ὅλα τὰ καπνεργοστάσια τῆς περιοχῆς.: [267, 864, 427, 889]
center-mid-4: Ἀλλαι, δὲ ἐπεξεργασθοῦν 6.000 ἕως 6.500, ἀλλὰ θὰ κἄν ἀπὸ 50 ἕως 60 ἡμέρας ἐργασίας ὁ καθένας. Εἰς τὴν Δράμαν τὸ σύνολον ἀνέρχεται εἰς 3.000 ἐξ ὧν θὰ ἀπασχοληθοῦν μόλις 1.000.: [617, 295, 811, 307]
left-para-e3: Ἡ σύγχρονος ἔρευνα ἀπέδειξεν ὅτι ἡ πνευματικὴ ἐργασία καὶ ἡ συνεχὴς ἄσκησις τοῦ ἐγκεφάλου ἐπιβραδύνουν σημαντικῶς τὴν διαδικασίαν τῆς γηράνσεως καὶ διατηροῦν τὴν πνευματικὴν διαύγειαν μέχρι βαθυτάτου γήρατος.: [8, 489, 129, 523]
right-p3b: Ἡ ἐπιτροπὴ ζητεῖ τὸν καταλογισμὸν εὐθυνῶν εἰς τοὺς ὑπευθύνους ὑπαλλήλους καὶ τὴν ἐπιστροφὴν τῶν ἀδίκως εἰσπραχθέντων ποσῶν ἐκ μέρους τῶν ἑταιρειῶν.: [1261, 214, 1414, 233]
right-head-9: ΤΩΝ ΘΥΜΑΤΩΝ ΤΟΥ ΔΥΣΤΥΧΗΜΑΤΟΣ: [1343, 319, 1491, 329]
t1-h5: Σύνολον: [538, 452, 592, 458]
center-c-22: Διὰ νὰ ἀντιμετωπισθῇ ἡ κατάστασις ἐπιβάλλεται νὰ ληφθοῦν ἄμεσα μέτρα, τὰ ὁποῖα νὰ ἐξασφαλίζουν εἰς τοὺς ἀνέργους καπνεργάτας ἀπασχόλησιν εἰς ἄλλους κλάδους τῆς οἰκονομίας.: [433, 670, 593, 689]
center-c-7: Διὰ νὰ ἀντιμετωπισθῇ ἡ κατάστασις ἐπιβάλλεται νὰ ληφθοῦν ἄμεσα μέτρα, τὰ ὁποῖα νὰ ἐξασφαλίζουν εἰς τοὺς ἀνέργους καπνεργάτας ἀπασχόλησιν εἰς ἄλλους κλάδους τῆς οἰκονομίας.: [267, 633, 427, 652]
t2-r2c1: 1.600: [339, 817, 351, 823]
center-tail-4: Ὁ ἀριθμὸς τῶν καπνεργατῶν κατὰ τὰ ἔτη 1953—1962 παρουσιάζει συνεχῆ πτῶσιν. Τὸ 1953 εἰργάσθησαν 28.000 περίπου, τὸ 1958 ὁ ἀριθμὸς κατῆλθεν εἰς 18.000 καὶ ἐφέτος δὲν ὑπερβαίνει τοὺς 9.000.: [433, 864, 593, 883]
right-head-10: τῆς παρελθούσης Κυριακῆς εἰς τὸ Ὀρλὺ: [1347, 332, 1487, 343]
right-head-16: ΠΡΟΣ ΤΙΜΗΝ ΤΟΥ ΑΡΧΑΙΟΤΕΡΟΥ ΚΑΘΗΓΗΤΟΥ κ. ΣΑΝΤΗ: [1305, 629, 1528, 639]
center-a-5: Ἀλλαι, δὲ ἐπεξεργασθοῦν 6.000 ἕως 6.500, ἀλλὰ θὰ κἄν ἀπὸ 50 ἕως 60 ἡμέρας ἐργασίας ὁ καθένας. Εἰς τὴν Δράμαν τὸ σύνολον ἀνέρχεται εἰς 3.000 ἐξ ὧν θὰ ἀπασχοληθοῦν μόλις 1.000.: [267, 408, 427, 426]
t2-r3c1: 1.000: [339, 824, 351, 830]
left-head-line-2: ΚΑΙ Η ΠΡΟ·Ι·ΟΥΣΑ ΕΞΑΣΘΕΝΗΣΙΣ: [20, 37, 244, 52]
center-title-line-1: ΤΡΟΜΑΚΤΙΚΗ Η ΑΝΕΡΓΙΑ ΤΩΝ ΚΑΠΝΕΡΓΑΤΩΝ: [480, 43, 1037, 70]
mid-head-2: ΜΕΤΡΑ ΑΝΤΙΜΕΤΩΠΙΣΕΩΣ: [669, 506, 758, 514]
center-tail-3: Αἱ ἁρμόδιαι ὑπηρεσίαι ἐπὶ τέσσαρα ἔτη παραμένουν ἀδιάφοροι, παρὰ τὰς ἐπανειλημμένας παραστάσεις τῶν συνδικαλιστικῶν ὀργανώσεων καὶ τῶν τοπικῶν ἀρχῶν.: [433, 842, 593, 861]
center-mid-11: Ἐπίσης κρίνεται ἀπαραίτητος ὁ περιορισμὸς τῆς εἰσαγωγῆς νέων μηχανῶν μέχρις ὅτου ἀπορροφηθῇ τὸ ὑπάρχον ἐργατικὸν δυναμικόν.: [617, 429, 811, 441]
right-head-15: ΔΕΙΠΝΟΝ ΤΗΣ ΝΟΜΙΚΗΣ ΣΧΟΛΗΣ ΤΟΥ ΠΑΝΕΠΙΣΤΗΜΙΟΥ: [1304, 620, 1530, 630]
t2-h2: Ἐργάται: [352, 800, 408, 806]
right-body-6: [1261, 571, 1572, 608]
left-box3-para-2: Ὁ ὑπουργὸς συνειργάσθη ἐν συνεχείᾳ μετὰ τῶν ἁρμοδίων ὑπηρεσιῶν διὰ τὴν ἐπίσπευσιν τῶν ἐργασιῶν καὶ τὴν ἀποπεράτωσιν τῶν ἔργων ἐντὸς τοῦ τρέχοντος ἔτους.: [8, 761, 129, 789]
table-1-title: ΣΥΓΚΡΙΤΙΚΟΣ ΠΙΝΑΞ ΚΑΠΝΕΡΓΑΤΩΝ Α΄: [381, 443, 479, 450]
t1-r5c1: 8.716: [332, 489, 345, 495]
center-c-2: Προτείνεται ἡ δημιουργία βιομηχανικῶν μονάδων εἰς τὰς περιοχὰς Καβάλας καὶ Δράμας, ἡ ἐπέκτασις τῶν δημοσίων ἔργων καὶ ἡ ἐπιδότησις τῶν ἀνέργων ἐπὶ ἓξ μῆνας κατ' ἔτος.: [267, 536, 427, 555]
t1-h0: Ἔτη: [267, 452, 300, 458]
right-p5: ΟΥΑΣΙΓΚΤΩΝ, 9. (Ἀπὸ. Πράξ).— Εἰδικοὶ ἐμπειρογνώμονες ἀναχωροῦν ἐκ τῶν Ἡνωμένων Πολιτειῶν διὰ τὸ Παρίσι, ὅπου θὰ συνδράμουν εἰς τὸ ἔργον ἐξακριβώσεως τῆς ταυτότητος τῶν θυμάτων τοῦ ἀεροπορικοῦ δυστυχήματος.: [1261, 353, 1414, 372]
left-box3-para-1: Ἐντὸς τοῦ ἔτους θὰ ἀνεγερθοῦν 1.200 ἐργατικαὶ κατοικίαι εἰς τὰς περιοχὰς Σταυρουπόλεως, Εὐόσμου καὶ Πολίχνης, ἐνῷ προβλέπεται ἡ κατασκευὴ ἑτέρων 800 διαμερισμάτων.: [8, 732, 129, 758]
left-para-d: Τὸ δεύτερον φαινόμενον ἐμφανίζεται κατὰ τὴν πέμπτην δεκαετίαν τῆς ζωῆς καὶ συνίσταται εἰς τὴν βαθμιαίαν ἐλάττωσιν τῆς ταχύτητος τῶν ψυχοκινητικῶν ἀντιδράσεων, ἡ ὁποία ὀφείλεται εἰς τὴν ἀραίωσιν τῶν νευρικῶν κυττάρων.: [8, 305, 129, 339]
t1-r3c4: 68.470.000: [514, 477, 537, 483]
right-p3: Ἡ ἐπιτροπὴ ζητεῖ τὸν καταλογισμὸν εὐθυνῶν εἰς τοὺς ὑπευθύνους ὑπαλλήλους καὶ τὴν ἐπιστροφὴν τῶν ἀδίκως εἰσπραχθέντων ποσῶν ἐκ μέρους τῶν ἑταιρειῶν.: [1261, 193, 1414, 210]
table-row: [267, 806, 592, 813]
right-p1b: Ἡ γερουσιαστικὴ ἐπιτροπὴ εἰς τὴν ὁποίαν προεδρεύει ὁ Στιούαρτ Σύμινγκτον, δημοσιεύει τελικὴν ἔκθεσιν περὶ τοῦ σκανδάλου τῶν στρατηγικῶν ἀποθεμάτων, τὸ ὁποῖον ἐστοίχισεν εἰς τοὺς Ἀμερικανοὺς φορολογουμένους ἓν δισεκατομμύριον δολλαρίων.: [1420, 130, 1572, 155]
left-box3-para-3: Ἐντὸς τοῦ ἔτους θὰ ἀνεγερθοῦν 1.200 ἐργατικαὶ κατοικίαι εἰς τὰς περιοχὰς Σταυρουπόλεως, Εὐόσμου καὶ Πολίχνης, ἐνῷ προβλέπεται ἡ κατασκευὴ ἑτέρων 800 διαμερισμάτων.: [135, 732, 257, 758]
center-c-25: Διὰ νὰ ἀντιμετωπισθῇ ἡ κατάστασις ἐπιβάλλεται νὰ ληφθοῦν ἄμεσα μέτρα, τὰ ὁποῖα νὰ ἐξασφαλίζουν εἰς τοὺς ἀνέργους καπνεργάτας ἀπασχόλησιν εἰς ἄλλους κλάδους τῆς οἰκονομίας.: [433, 730, 593, 748]
forest-box-body: Συνεκλήθη χθὲς εἰς τὸ ὑπουργεῖον Γεωργίας σύσκεψις τῶν δασολόγων τῆς χώρας διὰ τὴν λῆψιν μέτρων προστασίας τῶν δασῶν ἀπὸ τὰς πυρκαϊάς κατὰ τὴν θερινὴν περίοδον.: [834, 563, 1053, 576]
t2-r0c1: 2.900: [339, 806, 351, 812]
center-mid-22: Διὰ νὰ ἀντιμετωπισθῇ ἡ κατάστασις ἐπιβάλλεται νὰ ληφθοῦν ἄμεσα μέτρα, τὰ ὁποῖα νὰ ἐξασφαλίζουν εἰς τοὺς ἀνέργους καπνεργάτας ἀπασχόλησιν εἰς ἄλλους κλάδους τῆς οἰκονομίας.: [617, 626, 811, 638]
t1-h3: Ἐργάται: [397, 452, 458, 458]
left-para-a: Ἔχει διαπιστωθῆ ἀπὸ παρατηρήσεις ὅτι ἡ γήρανσις τοῦ ἐγκεφάλου, ὅτι μὲ τὴν πάροδον τῆς ἡλικίας, ἀρχίζει προοδευτικὴ ῥώς ἐλάττωσις τῶν πνευματικῶν ἱκανοτήτων τοῦ ἀνθρώπου. Τὸ φαινόμενον τοῦτο δὲν εἶναι ἀποτέλεσμα μιᾶς καὶ μόνον αἰτίας, ἀλλὰ πολλῶν καὶ ποικίλων παραγόντων.: [8, 93, 129, 133]
center-left-block: [267, 236, 592, 898]
t2-r1c1: 1.400: [339, 812, 351, 817]
congress-box-body-2: Αἱ ἁρμόδιαι ὑπηρεσίαι ἐπὶ τέσσαρα ἔτη παραμένουν ἀδιάφοροι, παρὰ τὰς ἐπανειλημμένας παραστάσεις τῶν συνδικαλιστικῶν ὀργανώσεων καὶ τῶν τοπικῶν ἀρχῶν.: [834, 644, 1053, 657]
left-box2-para-2: Ὁ ὑπουργὸς συνειργάσθη ἐν συνεχείᾳ μετὰ τῶν ἁρμοδίων ὑπηρεσιῶν διὰ τὴν ἐπίσπευσιν τῶν ἐργασιῶν καὶ τὴν ἀποπεράτωσιν τῶν ἔργων ἐντὸς τοῦ τρέχοντος ἔτους.: [8, 655, 129, 681]
center-c-1: Διὰ νὰ ἀντιμετωπισθῇ ἡ κατάστασις ἐπιβάλλεται νὰ ληφθοῦν ἄμεσα μέτρα, τὰ ὁποῖα νὰ ἐξασφαλίζουν εἰς τοὺς ἀνέργους καπνεργάτας ἀπασχόλησιν εἰς ἄλλους κλάδους τῆς οἰκονομίας.: [267, 514, 427, 533]
t2-r1c4: 1.700.000: [512, 812, 533, 817]
left-para-c: Ἡ ἐξασθένησις τῆς μνήμης ἀποτελεῖ τὸ πρῶτον σημεῖον τῆς γηράνσεως τοῦ ἐγκεφάλου, ἀκολουθεῖ δὲ ἡ βραδύτης τῶν ἀντιδράσεων καὶ ἡ μείωσις τῆς ἱκανότητος συγκεντρώσεως.: [8, 174, 129, 200]
right-p2e: Κατὰ τὴν ἔκθεσιν, πολλαὶ ἑταιρεῖαι ηὐνοήθησαν σκανδαλωδῶς ὑπὸ τῆς κυβερνήσεως Ἀ·ι·ζενχάουερ, ἡ ὁποία ἠγόρασε πρῶτας ὕλας εἰς τιμὰς πολὺ ὑψηλοτέρας τῶν τρεχουσῶν.: [1420, 546, 1572, 564]
center-mid-25: Προτείνεται ἡ δημιουργία βιομηχανικῶν μονάδων εἰς τὰς περιοχὰς Καβάλας καὶ Δράμας, ἡ ἐπέκτασις τῶν δημοσίων ἔργων καὶ ἡ ἐπιδότησις τῶν ἀνέργων ἐπὶ ἓξ μῆνας κατ' ἔτος.: [617, 692, 811, 704]
left-box2-head-2: ΚΑΙ ΕΠΕΘΕΩΡΗΣΕ ΤΑ ΕΚΤΕΛΟΥΜΕΝΑ ΕΡΓΑ: [46, 565, 217, 575]
left-para-b2: Αἱ πλεῖσται τῶν ἐρευνῶν ἔχουν καταλήξει εἰς τὸ συμπέρασμα ὅτι ἡ ἐξασθένησις τῆς μνήμης καὶ τῆς προσοχῆς ἀρχίζει ἐνωρίτερον ἀπὸ ὅ,τι πιστεύεται γενικῶς, χωρὶς ὅμως τοῦτο νὰ σημαίνῃ ὅτι ἡ πνευματικὴ ἀπόδοσις μειοῦται ἀναλόγως.: [8, 247, 129, 281]
right-p7: Ἐλήφθησαν ἤδη μέτρα διὰ τὴν ὁμαλὴν λειτουργίαν τῶν ξενοδοχείων κατὰ τὴν διάρκειαν τῆς ἀπεργίας, ἡ ὁποία θὰ διαρκέσῃ ἐπὶ εἰκοσιτετράωρον.: [1261, 524, 1414, 536]
column-divider-2: [1255, 18, 1256, 2314]
t1-r1c2: 11.600: [381, 465, 396, 471]
right-p2: Κατὰ τὴν ἔκθεσιν, πολλαὶ ἑταιρεῖαι ηὐνοήθησαν σκανδαλωδῶς ὑπὸ τῆς κυβερνήσεως Ἀ·ι·ζενχάουερ, ἡ ὁποία ἠγόρασε πρῶτας ὕλας εἰς τιμὰς πολὺ ὑψηλοτέρας τῶν τρεχουσῶν.: [1261, 168, 1414, 186]
t2-r3c5: 0: [589, 824, 592, 830]
professor-portrait-caption: Ὁ καθηγητὴς κ. Δημ. Σάντης: [1464, 845, 1524, 852]
center-c-17: Προτείνεται ἡ δημιουργία βιομηχανικῶν μονάδων εἰς τὰς περιοχὰς Καβάλας καὶ Δράμας, ἡ ἐπέκτασις τῶν δημοσίων ἔργων καὶ ἡ ἐπιδότησις τῶν ἀνέργων ἐπὶ ἓξ μῆνας κατ' ἔτος.: [433, 574, 593, 592]
forest-box-body-2: Διὰ νὰ ἀντιμετωπισθῇ ἡ κατάστασις ἐπιβάλλεται νὰ ληφθοῦν ἄμεσα μέτρα, τὰ ὁποῖα νὰ ἐξασφαλίζουν εἰς τοὺς ἀνέργους καπνεργάτας ἀπασχόλησιν εἰς ἄλλους κλάδους τῆς οἰκονομίας.: [834, 579, 1053, 590]
t1-h1: Καπνὰ: [300, 452, 345, 458]
table-1-note: ΣΗΜ.: Εἰς τὸν ἀνωτέρω πίνακα δείχνεται ἡ πτῶσις τοῦ συνόλου τῶν ἐργασίμων ἡμερῶν καὶ τῶν ἡμερομισθίων κατὰ τὴν δεκαετίαν 1953—1962.: [267, 504, 573, 509]
sickle-box-body-wrap: [834, 803, 1052, 815]
t1-r2c4: 71.373.200: [514, 471, 537, 477]
t1-r5c2: 6.500: [384, 489, 396, 495]
center-mid-7: Ἡ γενίκευσις τῆς εἰσαγωγῆς τῶν μηχανῶν ἐπεξεργασίας τοῦ καπνοῦ κατὰ τὴν τελευταίαν τετραετίαν περιώρισε τὸ εἰσόδημα τῶν καπνεργατῶν εἰς τὸ ἕνα τρίτον, ἐνῷ συγχρόνως ηὐξήθη σημαντικῶς ὁ ἀριθμὸς τῶν ἀνέργων.: [617, 342, 811, 360]
right-head-13: ΑΔΙΚΑΙΟΛΟΓΗΤΟΝ ΤΗΝ ΘΕΩΡΕΙ Ο ΥΠΟΥΡΓΟΣ: [1326, 462, 1507, 472]
t1-r4c4: 41.590.000: [514, 483, 537, 489]
right-head-2: εἰς τοὺς Ἀμερικανοὺς φορολογουμένους: [1268, 47, 1435, 58]
center-col-a: [267, 236, 592, 429]
t1-r0c4: —: [532, 459, 537, 465]
left-para-d6: Τὸ δεύτερον φαινόμενον ἐμφανίζεται κατὰ τὴν πέμπτην δεκαετίαν τῆς ζωῆς καὶ συνίσταται εἰς τὴν βαθμιαίαν ἐλάττωσιν τῆς ταχύτητος τῶν ψυχοκινητικῶν ἀντιδράσεων, ἡ ὁποία ὀφείλεται εἰς τὴν ἀραίωσιν τῶν νευρικῶν κυττάρων.: [135, 452, 257, 486]
t1-r0c5: —: [587, 459, 592, 465]
mid-head-1: ΜΙΑ ΕΠΑΛΗΘΕΥΣΙΣ: [680, 365, 747, 373]
center-c-15: Ἐπίσης κρίνεται ἀπαραίτητος ὁ περιορισμὸς τῆς εἰσαγωγῆς νέων μηχανῶν μέχρις ὅτου ἀπορροφηθῇ τὸ ὑπάρχον ἐργατικὸν δυναμικόν.: [433, 536, 593, 548]
right-head-4: ΠΟΛΛΑΙ ΕΤΑΙΡΕΙΑΙ ΗΥΝΟΗΘΗΣΑΝ ΣΚΑΝΔΑΛΩΔΩΣ: [1316, 80, 1517, 89]
center-tail-1: Ὁ ἀριθμὸς τῶν καπνεργατῶν κατὰ τὰ ἔτη 1953—1962 παρουσιάζει συνεχῆ πτῶσιν. Τὸ 1953 εἰργάσθησαν 28.000 περίπου, τὸ 1958 ὁ ἀριθμὸς κατῆλθεν εἰς 18.000 καὶ ἐφέτος δὲν ὑπερβαίνει τοὺς 9.000.: [267, 842, 427, 861]
professor-portrait: [1419, 654, 1569, 843]
center-c-26: Προτείνεται ἡ δημιουργία βιομηχανικῶν μονάδων εἰς τὰς περιοχὰς Καβάλας καὶ Δράμας, ἡ ἐπέκτασις τῶν δημοσίων ἔργων καὶ ἡ ἐπιδότησις τῶν ἀνέργων ἐπὶ ἓξ μῆνας κατ' ἔτος.: [433, 751, 593, 770]
center-c-19: Διὰ νὰ ἀντιμετωπισθῇ ἡ κατάστασις ἐπιβάλλεται νὰ ληφθοῦν ἄμεσα μέτρα, τὰ ὁποῖα νὰ ἐξασφαλίζουν εἰς τοὺς ἀνέργους καπνεργάτας ἀπασχόλησιν εἰς ἄλλους κλάδους τῆς οἰκονομίας.: [433, 611, 593, 630]
t1-r6c3: 495.000: [440, 495, 458, 501]
center-b-7: Ὁ ἀριθμὸς τῶν καπνεργατῶν κατὰ τὰ ἔτη 1953—1962 παρουσιάζει συνεχῆ πτῶσιν. Τὸ 1953 εἰργάσθησαν 28.000 περίπου, τὸ 1958 ὁ ἀριθμὸς κατῆλθεν εἰς 18.000 καὶ ἐφέτος δὲν ὑπερβαίνει τοὺς 9.000.: [433, 379, 593, 398]
column-divider-center-1: [604, 236, 605, 898]
left-head-line-1: Η ΓΗΡΑΝΣΙΣ ΤΟΥ ΕΓΚΕΦΑΛΟΥ: [32, 22, 232, 37]
right-head-7: ΕΙΔΙΚΟΙ ΑΠΟΣΤΕΛΛΟΝΤΑΙ ΕΞ Η.Π.Α.: [1328, 291, 1505, 303]
left-byline: Τοῦ ἰατροῦ κ. ΠΕΤΡΟΥ ΚΑΡΑΤΖΙΔΗ: [78, 75, 186, 83]
thief-box-body: ΑΛΕΞΑΝΔΡΟΥΠΟΛΙΣ, 9.— Συνελήφθη ὑπὸ τῆς χωροφυλακῆς ὁ δράστης σειρᾶς κλοπῶν εἰς οἰκίας τῆς πόλεως καὶ τῶν πέριξ χωρίων.: [834, 837, 1053, 849]
t1-r0c2: 12.010: [381, 459, 396, 465]
right-p6: Εἰς τὸ ὑπουργεῖον Ἐργασίας ἐγνώσθη ὅτι ἡ νέα ἀπεργία τῶν ξενοδοχοϋπαλλήλων θεωρεῖται ἀδικαιολόγητος, διότι αἱ διεκδικήσεις των ἱκανοποιήθησαν κατὰ τὸ μεγαλύτερον μέρος.: [1261, 480, 1414, 499]
t1-r6c1: 6.700: [332, 495, 345, 501]
lawyers-box-head: ΤΑ ΟΡΙΑ ΑΜΟΙΒΗΣ ΤΩΝ ΔΙΚΗΓΟΡΩΝ ΤΗΣ ΧΑΛΚΙΔΙΚΗΣ: [841, 747, 1045, 757]
table-row: [267, 496, 592, 502]
right-p2d: Κατὰ τὴν ἔκθεσιν, πολλαὶ ἑταιρεῖαι ηὐνοήθησαν σκανδαλωδῶς ὑπὸ τῆς κυβερνήσεως Ἀ·ι·ζενχάουερ, ἡ ὁποία ἠγόρασε πρῶτας ὕλας εἰς τιμὰς πολὺ ὑψηλοτέρας τῶν τρεχουσῶν.: [1261, 397, 1414, 416]
center-b-4: Ὁ ἀριθμὸς τῶν καπνεργατῶν κατὰ τὰ ἔτη 1953—1962 παρουσιάζει συνεχῆ πτῶσιν. Τὸ 1953 εἰργάσθησαν 28.000 περίπου, τὸ 1958 ὁ ἀριθμὸς κατῆλθεν εἰς 18.000 καὶ ἐφέτος δὲν ὑπερβαίνει τοὺς 9.000.: [433, 258, 593, 276]
t1-r5c3: 546.000: [440, 489, 458, 495]
center-b-8: Αἱ μηχαναὶ ἐπεξεργασίας ἀντικαθιστοῦν ἑκατὸν ἐργάτας ἑκάστη, ἐνῷ τὸ κόστος λειτουργίας των εἶναι ἀσυγκρίτως μικρότερον. Τοῦτο εἶχεν ὡς ἀποτέλεσμα τὴν ραγδαίαν μείωσιν τῶν θέσεων ἐργασίας εἰς ὅλα τὰ καπνεργοστάσια τῆς περιοχῆς.: [433, 401, 593, 426]
right-head-12: ΤΩΝ ΞΕΝΟΔΟΧΟΥΠΑΛΛΗΛΩΝ ΤΟΥ ''ΛΑΡΙΣΑ·Ι·ΚΟΥ'',: [1314, 443, 1519, 453]
table-2: [267, 791, 592, 839]
left-para-d2: Τὸ δεύτερον φαινόμενον ἐμφανίζεται κατὰ τὴν πέμπτην δεκαετίαν τῆς ζωῆς καὶ συνίσταται εἰς τὴν βαθμιαίαν ἐλάττωσιν τῆς ταχύτητος τῶν ψυχοκινητικῶν ἀντιδράσεων, ἡ ὁποία ὀφείλεται εἰς τὴν ἀραίωσιν τῶν νευρικῶν κυττάρων.: [8, 378, 129, 413]
t2-r1c3: 140: [458, 812, 466, 817]
center-mid-10: Αἱ μηχαναὶ ἐπεξεργασίας ἀντικαθιστοῦν ἑκατὸν ἐργάτας ἑκάστη, ἐνῷ τὸ κόστος λειτουργίας των εἶναι ἀσυγκρίτως μικρότερον. Τοῦτο εἶχεν ὡς ἀποτέλεσμα τὴν ραγδαίαν μείωσιν τῶν θέσεων ἐργασίας εἰς ὅλα τὰ καπνεργοστάσια τῆς περιοχῆς.: [617, 408, 811, 426]
center-b-2: Αἱ μηχαναὶ ἐπεξεργασίας ἀντικαθιστοῦν ἑκατὸν ἐργάτας ἑκάστη, ἐνῷ τὸ κόστος λειτουργίας των εἶναι ἀσυγκρίτως μικρότερον. Τοῦτο εἶχεν ὡς ἀποτέλεσμα τὴν ραγδαίαν μείωσιν τῶν θέσεων ἐργασίας εἰς ὅλα τὰ καπνεργοστάσια τῆς περιοχῆς.: [267, 330, 427, 354]
cigarette-box-body-wrap: [834, 688, 1052, 738]
right-main-headline-box: [1261, 30, 1572, 126]
t1-h4: Ἡμερομίσθια: [458, 452, 538, 458]
center-byline-end: ΑΝΤ. Β. ΚΑΣΙΡΙΝΟΣ: [540, 892, 593, 899]
left-para-a3: Ἔχει διαπιστωθῆ ἀπὸ παρατηρήσεις ὅτι ἡ γήρανσις τοῦ ἐγκεφάλου, ὅτι μὲ τὴν πάροδον τῆς ἡλικίας, ἀρχίζει προοδευτικὴ ῥώς ἐλάττωσις τῶν πνευματικῶν ἱκανοτήτων τοῦ ἀνθρώπου. Τὸ φαινόμενον τοῦτο δὲν εἶναι ἀποτέλεσμα μιᾶς καὶ μόνον αἰτίας, ἀλλὰ πολλῶν καὶ ποικίλων παραγόντων.: [135, 110, 257, 150]
center-a-7: Τὸ πρόβλημα τῆς ἀνεργίας τῶν καπνεργατῶν τῆς Ἀνατολικῆς Μακεδονίας καὶ Θράκης προβάλλει ἐφέτος ὀξύτερον ἀπὸ κάθε ἄλλην χρονιάν. Εἰς τὴν Καβάλαν, ὅπου τὸ σύνολον τῶν καπνεργατῶν ἀνέρχεται εἰς 9.500 περίπου, θὰ ἐργασθοῦν μόλις 4.000 καὶ θὰ μείνουν ἄνεργοι 5.500.: [433, 330, 593, 354]
left-para-e4: Ἡ σύγχρονος ἔρευνα ἀπέδειξεν ὅτι ἡ πνευματικὴ ἐργασία καὶ ἡ συνεχὴς ἄσκησις τοῦ ἐγκεφάλου ἐπιβραδύνουν σημαντικῶς τὴν διαδικασίαν τῆς γηράνσεως καὶ διατηροῦν τὴν πνευματικὴν διαύγειαν μέχρι βαθυτάτου γήρατος.: [135, 342, 257, 375]
center-mid-18: Αἱ τοπικαὶ ὀργανώσεις ἐζήτησαν τὴν ἄμεσον ἐπέμβασιν τῆς Κυβερνήσεως διὰ τὴν ἀντιμετώπισιν τοῦ ὀξυτάτου προβλήματος τῆς ἀνεργίας.: [617, 564, 811, 576]
t1-r2c0: 1955: [268, 471, 278, 477]
center-b-3: Αἱ ἁρμόδιαι ὑπηρεσίαι ἐπὶ τέσσαρα ἔτη παραμένουν ἀδιάφοροι, παρὰ τὰς ἐπανειλημμένας παραστάσεις τῶν συνδικαλιστικῶν ὀργανώσεων καὶ τῶν τοπικῶν ἀρχῶν.: [267, 357, 427, 376]
center-city-row-2: [276, 132, 1240, 149]
machine-photo-caption: Μία ἀπὸ τὰς μηχανὰς ποὺ ἐγκατεστάθη ἐφέτος εἰς Δράμαν. Αὐτὴ ἡ μηχανὴ ἀντικαθιστᾶ μονίμως ἐργαζόμενα τὰ 40 ἐργάται, ἐνῷ κοστίζει ἡ λειτουργία της ἀσυγκρίτως ὀλιγώτερον. Εἰς τὴν Δράμαν εἰργάσθησαν ἐφέτος 240 ἐργάται, μὲ μέσον ἡμερομίσθιον 200 δραχμῶν. Ἡ στιγμὴ χρειάζεται συνολικῶς 900.000 δραχμάς.: [834, 428, 1053, 456]
center-c-21: Ἐπίσης κρίνεται ἀπαραίτητος ὁ περιορισμὸς τῆς εἰσαγωγῆς νέων μηχανῶν μέχρις ὅτου ἀπορροφηθῇ τὸ ὑπάρχον ἐργατικὸν δυναμικόν.: [433, 655, 593, 666]
cigarette-box-body-2: Ἡ γενίκευσις τῆς εἰσαγωγῆς τῶν μηχανῶν ἐπεξεργασίας τοῦ καπνοῦ κατὰ τὴν τελευταίαν τετραετίαν περιώρισε τὸ εἰσόδημα τῶν καπνεργατῶν εἰς τὸ ἕνα τρίτον, ἐνῷ συγχρόνως ηὐξήθη σημαντικῶς ὁ ἀριθμὸς τῶν ἀνέργων.: [834, 703, 1053, 722]
forest-box-body-3: Αἱ τοπικαὶ ὀργανώσεις ἐζήτησαν τὴν ἄμεσον ἐπέμβασιν τῆς Κυβερνήσεως διὰ τὴν ἀντιμετώπισιν τοῦ ὀξυτάτου προβλήματος τῆς ἀνεργίας.: [834, 594, 1053, 606]
cigarette-box-body: ΑΘΗΝΑΙ, 9.— Ἡ κατανάλωσις σιγαρέττων εἰς τὴν Ἑλλάδα ηὐξήθη κατὰ τὸ πρῶτον τρίμηνον τοῦ ἔτους κατὰ 11,7% ἐν συγκρίσει πρὸς τὸ ἀντίστοιχον περυσινὸν διάστημα.: [834, 687, 1053, 700]
t1-r0c1: 15.225: [330, 459, 345, 465]
t1-r6c4: 25.800.000: [514, 495, 537, 501]
center-mid-15: Αἱ τοπικαὶ ὀργανώσεις ἐζήτησαν τὴν ἄμεσον ἐπέμβασιν τῆς Κυβερνήσεως διὰ τὴν ἀντιμετώπισιν τοῦ ὀξυτάτου προβλήματος τῆς ἀνεργίας.: [617, 517, 811, 529]
right-p3e: Ἡ ἐπιτροπὴ ζητεῖ τὸν καταλογισμὸν εὐθυνῶν εἰς τοὺς ὑπευθύνους ὑπαλλήλους καὶ τὴν ἐπιστροφὴν τῶν ἀδίκως εἰσπραχθέντων ποσῶν ἐκ μέρους τῶν ἑταιρειῶν.: [1420, 586, 1572, 604]
city-label-drama: ΕΙΣ ΔΡΑΜΑΝ :: [276, 131, 373, 148]
left-para-e2: Ἡ σύγχρονος ἔρευνα ἀπέδειξεν ὅτι ἡ πνευματικὴ ἐργασία καὶ ἡ συνεχὴς ἄσκησις τοῦ ἐγκεφάλου ἐπιβραδύνουν σημαντικῶς τὴν διαδικασίαν τῆς γηράνσεως καὶ διατηροῦν τὴν πνευματικὴν διαύγειαν μέχρι βαθυτάτου γήρατος.: [8, 416, 129, 449]
center-photo-block: [834, 236, 1052, 898]
left-box3-head: ΤΟ ΠΡΟΓΡΑΜΜΑ ΛΑ·Ι·ΚΗΣ ΣΤΕΓΗΣ: [80, 726, 184, 733]
t2-r3c3: 70: [460, 824, 466, 830]
right-p8: Ἡ Νομικὴ Σχολὴ τοῦ Πανεπιστημίου Θεσσαλονίκης παρέθεσε δεῖπνον πρὸς τιμὴν τοῦ ἀρχαιοτέρου καθηγητοῦ της κ. Δημ. Σάντη, ὁ ὁποῖος συμπληρώνει τριακονταετῆ εὐδόκιμον ὑπηρεσίαν.: [1261, 648, 1410, 666]
